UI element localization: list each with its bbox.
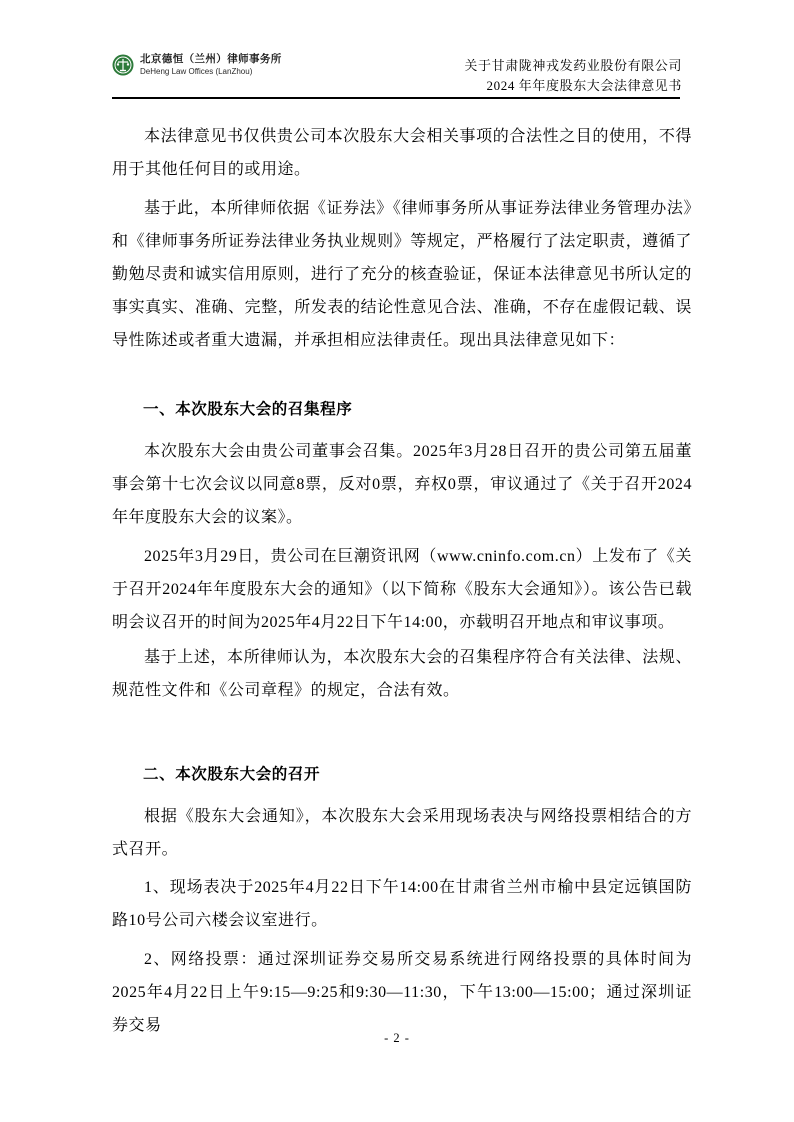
paragraph: 基于此，本所律师依据《证券法》《律师事务所从事证券法律业务管理办法》和《律师事务所证券法律业务执业规则》等规定，严格履行了法定职责，遵循了勤勉尽责和诚实信用原则，进行了充分的核查验证，保证本法律意见书所认定的事实真实、准确、完整，所发表的结论性意见合法、准确，不存在虚假记载、误导性陈述或者重大遗漏，并承担相应法律责任。现出具法律意见如下： bbox=[112, 200, 692, 349]
law-firm-logo-icon bbox=[112, 54, 134, 76]
law-firm-brand bbox=[112, 52, 282, 77]
page-number: - 2 - bbox=[384, 1031, 410, 1045]
document-reference bbox=[464, 56, 682, 96]
law-firm-name-en: DeHeng Law Offices (LanZhou) bbox=[140, 67, 253, 76]
paragraph: 2025年3月29日，贵公司在巨潮资讯网（www.cninfo.com.cn）上发布了《关于召开2024年年度股东大会的通知》（以下简称《股东大会通知》）。该公告已载明会议召开的时间为2025年4月22日下午14:00，亦载明召开地点和审议事项。 bbox=[112, 548, 692, 631]
document-reference-line1: 关于甘肃陇神戎发药业股份有限公司 bbox=[464, 58, 682, 73]
law-firm-name-zh: 北京德恒（兰州）律师事务所 bbox=[140, 53, 282, 65]
section-heading-1: 一、本次股东大会的召集程序 bbox=[143, 401, 353, 418]
paragraph: 2、网络投票：通过深圳证券交易所交易系统进行网络投票的具体时间为2025年4月22日上午9:15—9:25和9:30—11:30，下午13:00—15:00；通过深圳证券交易 bbox=[112, 951, 692, 1034]
law-firm-name-block bbox=[140, 52, 282, 77]
document-reference-line2: 2024 年年度股东大会法律意见书 bbox=[486, 78, 682, 93]
paragraph: 1、现场表决于2025年4月22日下午14:00在甘肃省兰州市榆中县定远镇国防路10号公司六楼会议室进行。 bbox=[112, 879, 692, 929]
page-header bbox=[112, 52, 682, 96]
paragraph: 本次股东大会由贵公司董事会召集。2025年3月28日召开的贵公司第五届董事会第十七次会议以同意8票，反对0票，弃权0票，审议通过了《关于召开2024年年度股东大会的议案》。 bbox=[112, 443, 692, 526]
header-divider bbox=[112, 97, 680, 99]
paragraph: 基于上述，本所律师认为，本次股东大会的召集程序符合有关法律、法规、规范性文件和《公司章程》的规定，合法有效。 bbox=[112, 649, 692, 699]
document-body bbox=[112, 101, 692, 1042]
paragraph: 根据《股东大会通知》，本次股东大会采用现场表决与网络投票相结合的方式召开。 bbox=[112, 808, 692, 858]
section-heading-2: 二、本次股东大会的召开 bbox=[143, 766, 321, 783]
paragraph: 本法律意见书仅供贵公司本次股东大会相关事项的合法性之目的使用，不得用于其他任何目的或用途。 bbox=[112, 128, 692, 178]
